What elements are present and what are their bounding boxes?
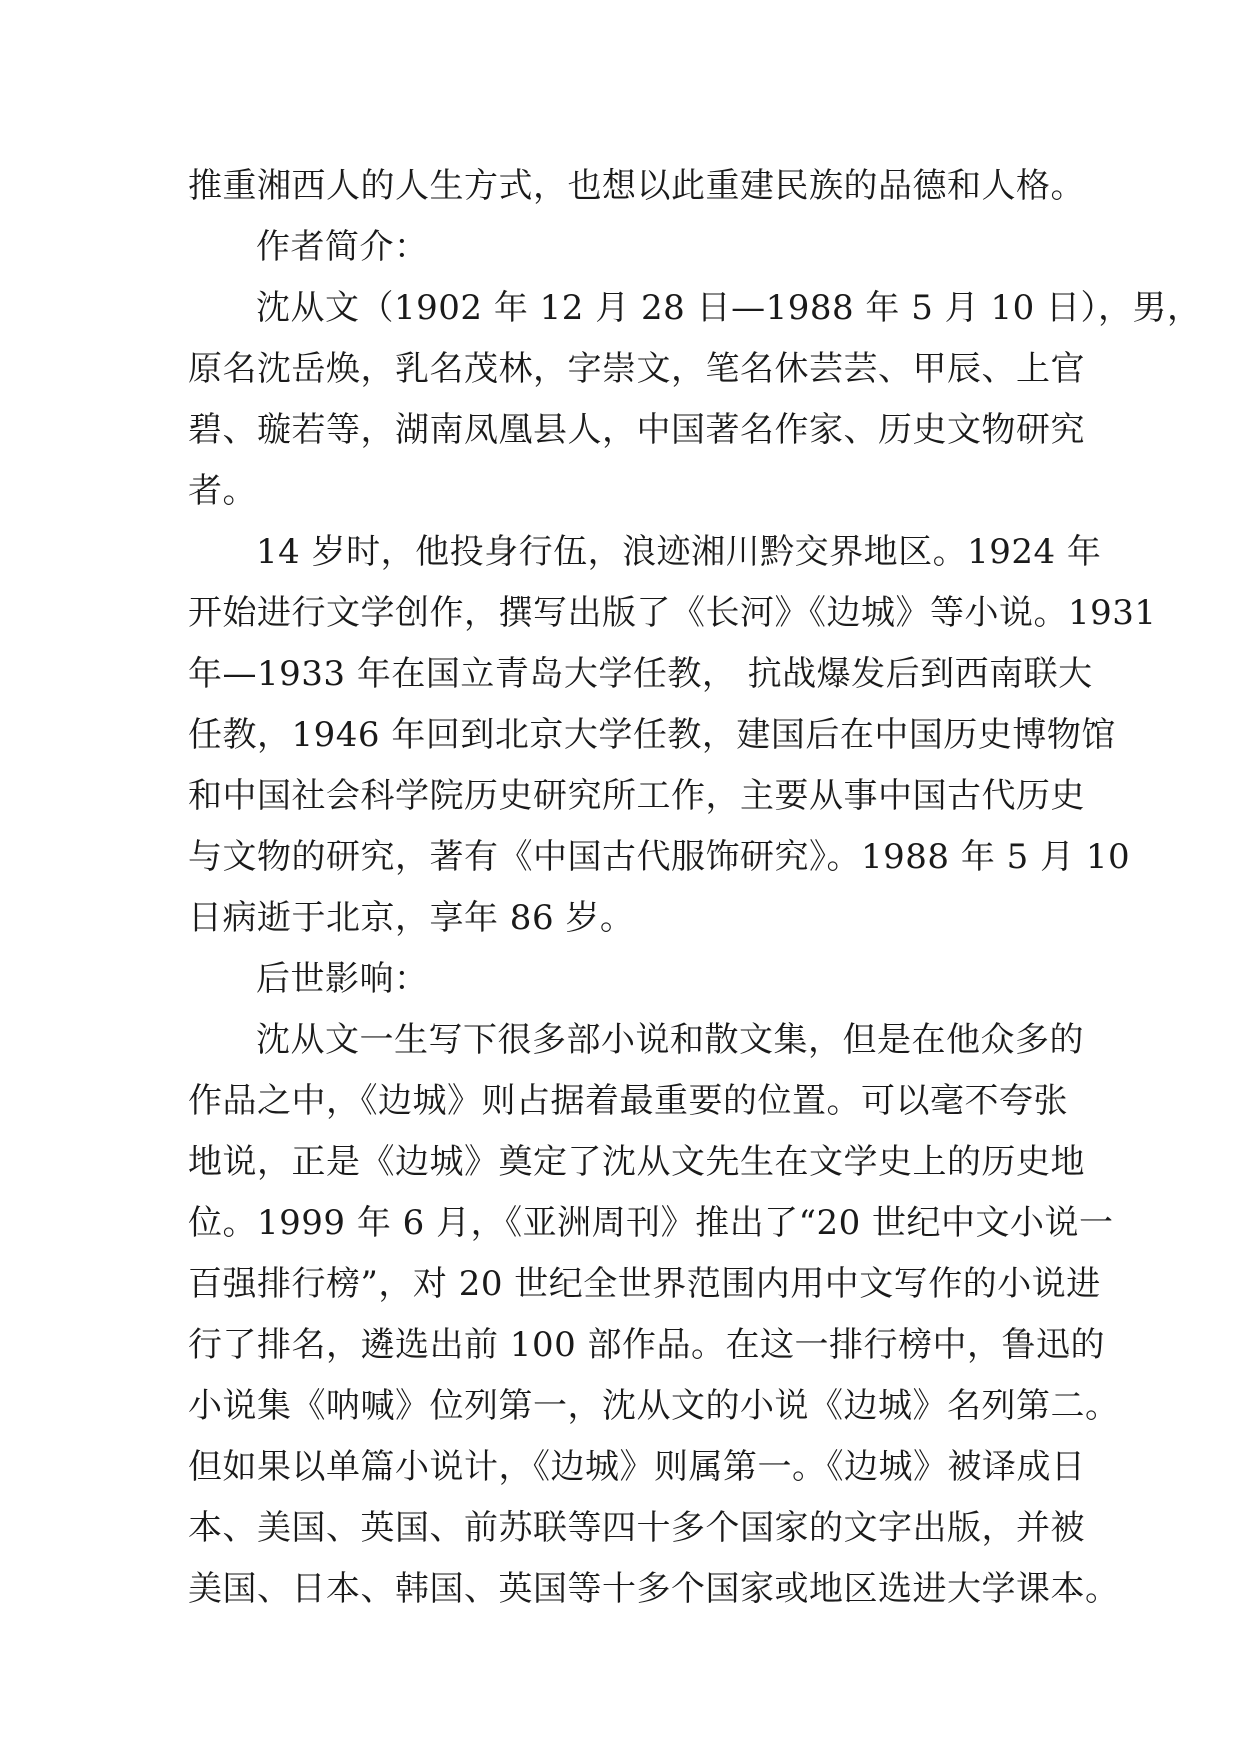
text-line: 推重湘西人的人生方式，也想以此重建民族的品德和人格。 [188,166,1085,206]
text-line: 地说，正是《边城》奠定了沈从文先生在文学史上的历史地 [188,1142,1085,1182]
section-heading-influence: 后世影响： [256,959,429,999]
text-line: 14 岁时，他投身行伍，浪迹湘川黔交界地区。1924 年 [256,532,1102,572]
text-line: 日病逝于北京，享年 86 岁。 [188,898,635,938]
text-line: 沈从文（1902 年 12 月 28 日—1988 年 5 月 10 日），男， [256,288,1202,328]
text-line: 行了排名，遴选出前 100 部作品。在这一排行榜中，鲁迅的 [188,1325,1106,1365]
section-heading-author: 作者简介： [256,227,429,267]
text-line: 美国、日本、韩国、英国等十多个国家或地区选进大学课本。 [188,1569,1120,1609]
text-line: 沈从文一生写下很多部小说和散文集，但是在他众多的 [256,1020,1084,1060]
text-line: 本、美国、英国、前苏联等四十多个国家的文字出版，并被 [188,1508,1085,1548]
text-line: 小说集《呐喊》位列第一，沈从文的小说《边城》名列第二。 [188,1386,1120,1426]
text-line: 任教，1946 年回到北京大学任教，建国后在中国历史博物馆 [188,715,1116,755]
document-body [188,156,1202,1620]
text-line: 年—1933 年在国立青岛大学任教， 抗战爆发后到西南联大 [188,654,1093,694]
text-line: 与文物的研究，著有《中国古代服饰研究》。1988 年 5 月 10 [188,837,1131,877]
text-line: 但如果以单篇小说计，《边城》则属第一。《边城》被译成日 [188,1447,1086,1487]
text-line: 和中国社会科学院历史研究所工作，主要从事中国古代历史 [188,776,1085,816]
text-line: 位。1999 年 6 月，《亚洲周刊》推出了“20 世纪中文小说一 [188,1203,1114,1243]
text-line: 作品之中，《边城》则占据着最重要的位置。可以毫不夸张 [188,1081,1068,1121]
text-line: 碧、璇若等，湖南凤凰县人，中国著名作家、历史文物研究 [188,410,1085,450]
text-line: 原名沈岳焕，乳名茂林，字崇文，笔名休芸芸、甲辰、上官 [188,349,1085,389]
text-line: 百强排行榜”，对 20 世纪全世界范围内用中文写作的小说进 [188,1264,1101,1304]
text-line: 开始进行文学创作，撰写出版了《长河》《边城》等小说。1931 [188,593,1157,633]
text-line: 者。 [188,471,257,511]
